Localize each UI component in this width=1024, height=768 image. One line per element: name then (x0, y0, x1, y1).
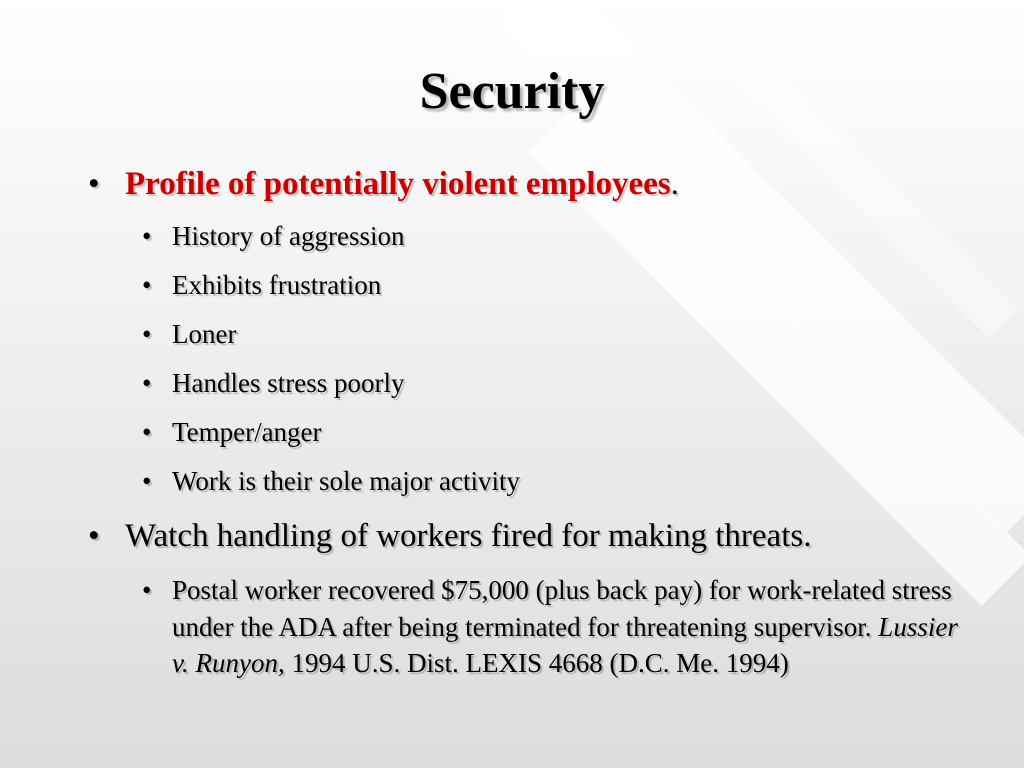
bullet-icon: • (142, 221, 152, 251)
profile-heading-punct: . (670, 166, 679, 202)
profile-heading-text: Profile of potentially violent employees (125, 166, 671, 202)
sub-bullet-text: Loner (172, 319, 237, 349)
sub-bullet-item (142, 367, 972, 400)
sub-bullet-item (142, 465, 972, 498)
watch-handling-text: Watch handling of workers fired for making threats. (125, 518, 812, 554)
sub-bullet-item (142, 318, 972, 351)
case-note-text (172, 572, 972, 682)
sub-bullet-case-note (142, 572, 972, 682)
sub-bullet-text: Exhibits frustration (172, 270, 382, 300)
bullet-icon: • (142, 319, 152, 349)
bullet-icon: • (142, 270, 152, 300)
slide-title: Security (419, 63, 605, 120)
bullet-icon: • (142, 575, 152, 605)
sub-bullet-text: History of aggression (172, 221, 405, 251)
bullet-icon: • (142, 417, 152, 447)
sub-bullet-item (142, 416, 972, 449)
case-name: Lussier v. Runyon (172, 611, 958, 679)
sub-bullet-text: Work is their sole major activity (172, 466, 520, 496)
case-note-after: , 1994 U.S. Dist. LEXIS 4668 (D.C. Me. 1994) (277, 648, 789, 679)
sub-bullet-item (142, 269, 972, 302)
sub-bullet-text: Handles stress poorly (172, 368, 405, 398)
bullet-icon: • (142, 368, 152, 398)
sub-bullet-item (142, 220, 972, 253)
bullet-icon: • (142, 466, 152, 496)
bullet-icon: • (88, 166, 100, 202)
bullet-icon: • (88, 518, 100, 554)
bullet-watch-handling (88, 516, 988, 557)
case-note-before: Postal worker recovered $75,000 (plus back pay) for work-related stress under the ADA after being terminated for threatening supervisor. (172, 575, 952, 642)
sub-bullet-text: Temper/anger (172, 417, 322, 447)
bullet-profile-heading (88, 164, 988, 205)
